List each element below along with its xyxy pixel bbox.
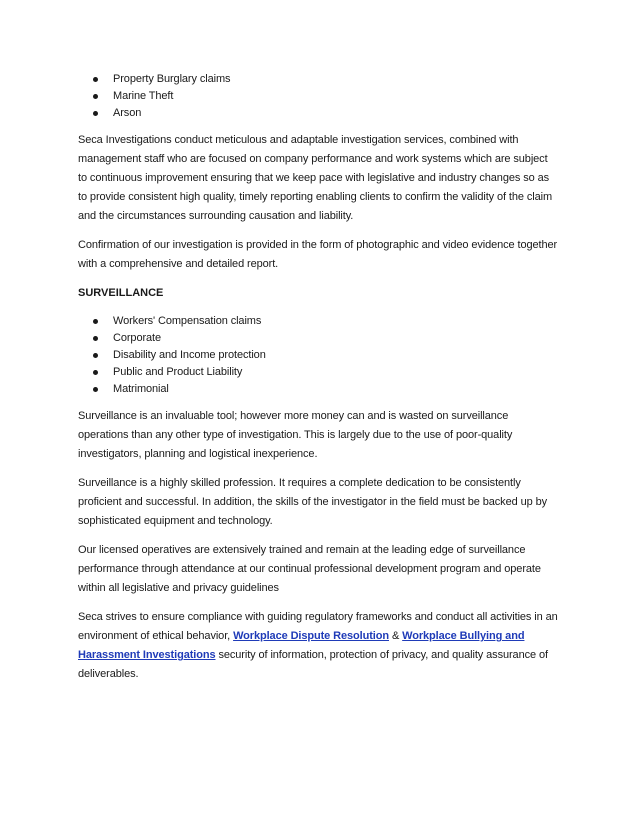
- paragraph-compliance: [78, 608, 558, 684]
- list-item: [78, 88, 558, 105]
- paragraph-surveillance-tool: Surveillance is an invaluable tool; however more money can and is wasted on surveillance operations than any other type of investigation. This is largely due to the use of poor-quality investigators, planning and logistical inexperience.: [78, 410, 513, 460]
- workplace-dispute-resolution-link[interactable]: Workplace Dispute Resolution: [233, 630, 389, 642]
- bullet-icon: [93, 77, 98, 82]
- compliance-text-before: Seca strives to ensure compliance with guiding regulatory frameworks and conduct all activities in an environment of ethical behavior,: [78, 611, 558, 642]
- paragraph-services: Seca Investigations conduct meticulous and adaptable investigation services, combined with management staff who are focused on company performance and work systems which are subject to continuous improvement ensuring that we keep pace with legislative and industry changes so as to provide consistent high quality, timely reporting enabling clients to confirm the validity of the claim and the circumstances surrounding causation and liability.: [78, 134, 553, 222]
- list-item-label: Public and Product Liability: [113, 366, 243, 378]
- compliance-text-after: security of information, protection of privacy, and quality assurance of deliverables.: [78, 649, 548, 680]
- compliance-text-between: &: [389, 630, 403, 642]
- list-item: [78, 71, 558, 88]
- list-item-label: Workers' Compensation claims: [113, 315, 262, 327]
- list-item-label: Arson: [113, 107, 142, 119]
- list-item-label: Matrimonial: [113, 383, 169, 395]
- bullet-icon: [93, 94, 98, 99]
- bullet-icon: [93, 111, 98, 116]
- list-item-label: Marine Theft: [113, 90, 174, 102]
- list-item: [78, 313, 558, 330]
- paragraph-confirmation: Confirmation of our investigation is provided in the form of photographic and video evidence together with a comprehensive and detailed report.: [78, 239, 558, 270]
- workplace-bullying-harassment-link[interactable]: Workplace Bullying and Harassment Investigations: [78, 630, 525, 661]
- claims-list: [78, 71, 558, 122]
- document-body: [78, 71, 558, 694]
- list-item-label: Corporate: [113, 332, 162, 344]
- list-item: [78, 347, 558, 364]
- list-item-label: Property Burglary claims: [113, 73, 231, 85]
- section-heading-surveillance: SURVEILLANCE: [78, 287, 164, 299]
- bullet-icon: [93, 387, 98, 392]
- list-item: [78, 105, 558, 122]
- list-item: [78, 364, 558, 381]
- list-item: [78, 330, 558, 347]
- list-item: [78, 381, 558, 398]
- bullet-icon: [93, 319, 98, 324]
- surveillance-list: [78, 313, 558, 398]
- bullet-icon: [93, 353, 98, 358]
- bullet-icon: [93, 336, 98, 341]
- bullet-icon: [93, 370, 98, 375]
- paragraph-licensed-operatives: Our licensed operatives are extensively trained and remain at the leading edge of surveillance performance through attendance at our continual professional development program and operate within all legislative and privacy guidelines: [78, 544, 541, 594]
- list-item-label: Disability and Income protection: [113, 349, 266, 361]
- paragraph-skilled-profession: Surveillance is a highly skilled profession. It requires a complete dedication to be consistently proficient and successful. In addition, the skills of the investigator in the field must be backed up by sophisticated equipment and technology.: [78, 477, 547, 527]
